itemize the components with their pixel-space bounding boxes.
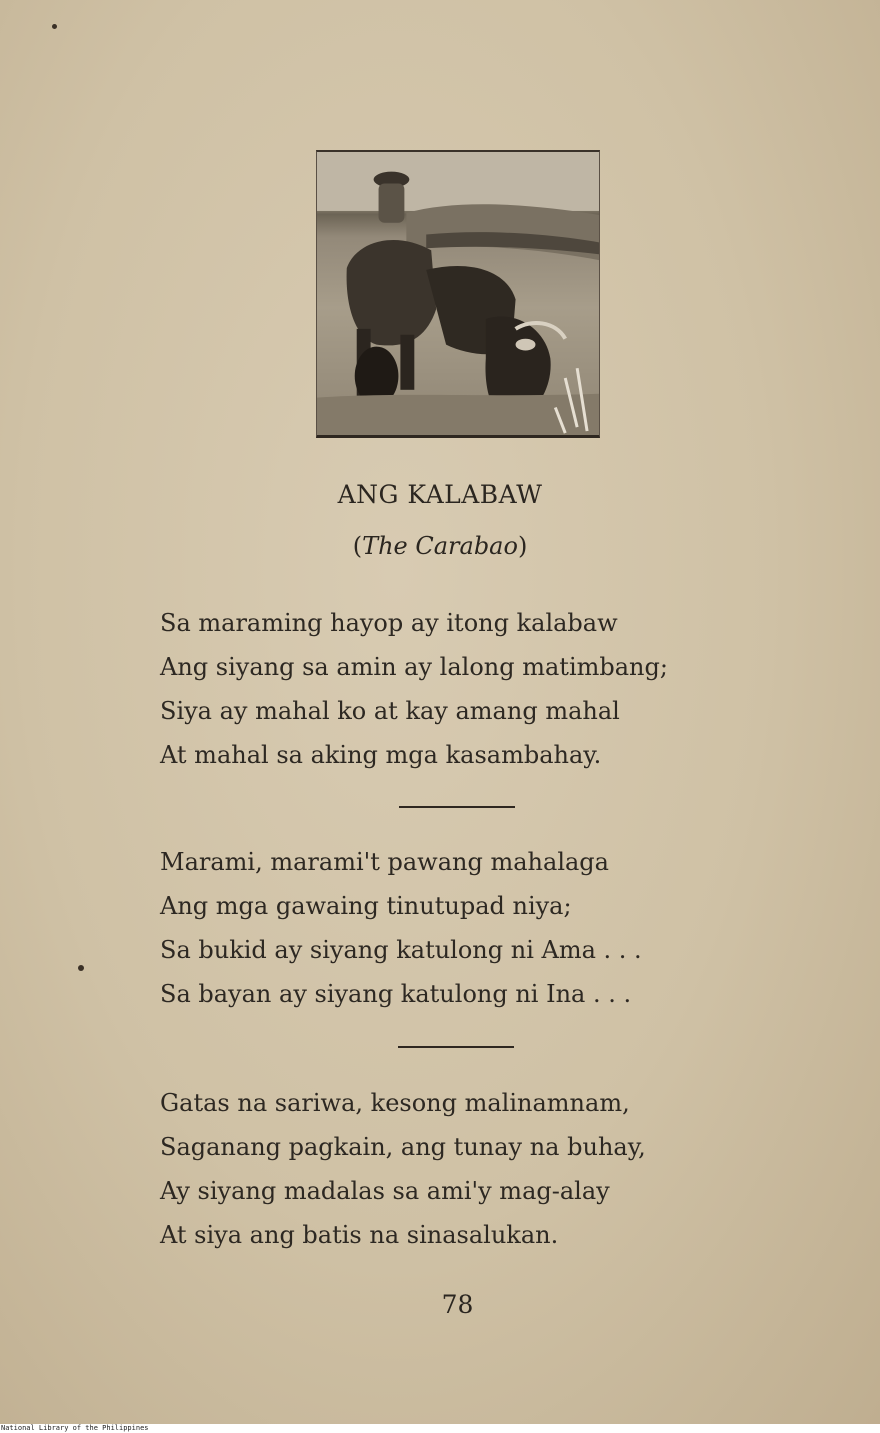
poem-subtitle — [0, 532, 880, 560]
subtitle-text: The Carabao — [362, 532, 518, 560]
stanza-1 — [160, 601, 800, 777]
poem-line: Sa bayan ay siyang katulong ni Ina . . . — [160, 980, 632, 1008]
subtitle-close-paren: ) — [517, 532, 528, 560]
stanza-3 — [160, 1081, 800, 1257]
poem-title: ANG KALABAW — [337, 480, 543, 509]
poem-line: At mahal sa aking mga kasambahay. — [160, 741, 602, 769]
footer-bar — [0, 1424, 880, 1433]
poem-line: Gatas na sariwa, kesong malinamnam, — [160, 1089, 630, 1117]
poem-line: Ang siyang sa amin ay lalong matimbang; — [160, 653, 668, 681]
poem-line: At siya ang batis na sinasalukan. — [160, 1221, 559, 1249]
poem-line: Marami, marami't pawang mahalaga — [160, 848, 609, 876]
ink-speck — [78, 965, 84, 971]
poem-line: Ay siyang madalas sa ami'y mag-alay — [160, 1177, 610, 1205]
poem-line: Siya ay mahal ko at kay amang mahal — [160, 697, 620, 725]
page-number: 78 — [441, 1290, 474, 1319]
poem-line: Saganang pagkain, ang tunay na buhay, — [160, 1133, 646, 1161]
poem-line: Sa maraming hayop ay itong kalabaw — [160, 609, 618, 637]
stanza-divider — [399, 806, 515, 808]
poem-line: Sa bukid ay siyang katulong ni Ama . . . — [160, 936, 642, 964]
stanza-2 — [160, 840, 800, 1016]
photo-illustration — [317, 152, 599, 435]
stanza-divider — [398, 1046, 514, 1048]
footer-credit: National Library of the Philippines — [1, 1424, 149, 1432]
poem-line: Ang mga gawaing tinutupad niya; — [160, 892, 572, 920]
ink-speck — [52, 24, 57, 29]
subtitle-open-paren: ( — [352, 532, 363, 560]
carabao-photograph — [316, 150, 600, 438]
